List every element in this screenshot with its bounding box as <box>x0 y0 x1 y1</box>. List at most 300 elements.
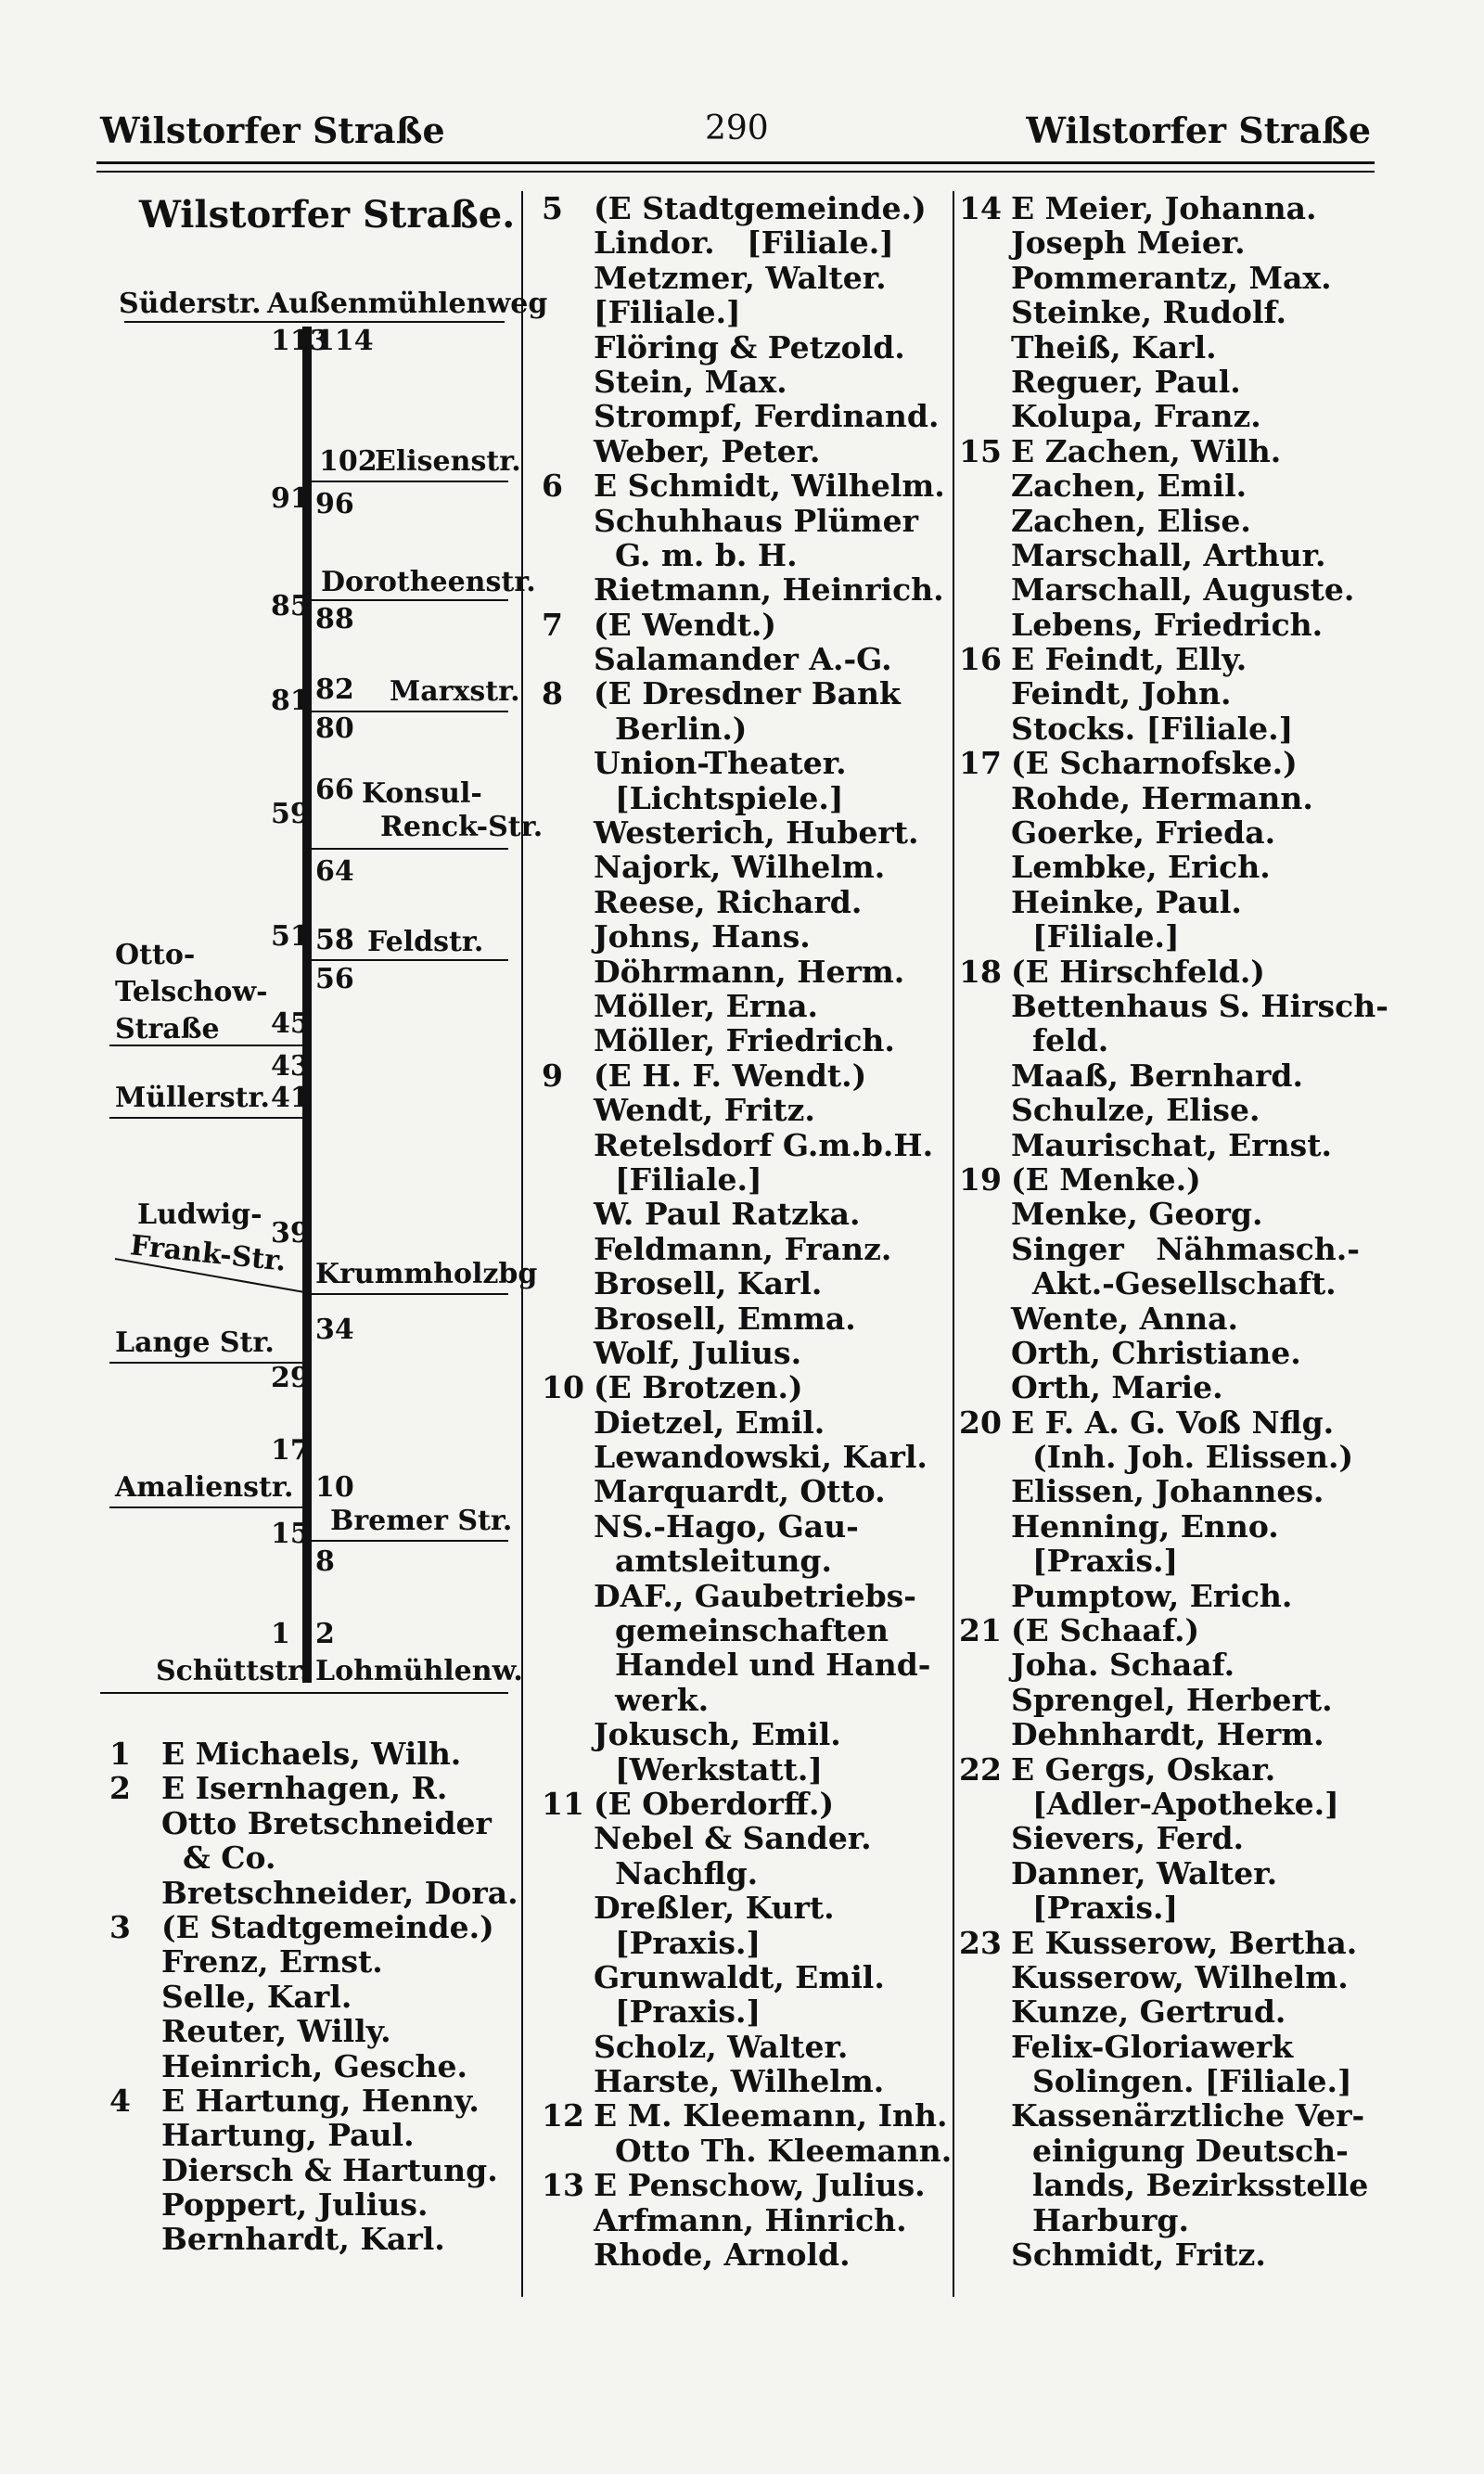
house-number: 23 <box>959 1924 1002 1961</box>
street-line <box>302 327 312 1683</box>
house-number <box>542 642 594 676</box>
directory-entry <box>959 295 1378 329</box>
house-number <box>959 1647 1011 1682</box>
directory-entry <box>542 1440 944 1474</box>
occupant-name: Kolupa, Franz. <box>1011 398 1261 435</box>
house-number: 4 <box>109 2082 131 2119</box>
occupant-name: E M. Kleemann, Inh. <box>594 2097 948 2134</box>
cross-street: Lohmühlenw. <box>315 1655 523 1687</box>
house-number <box>542 1613 594 1647</box>
house-number <box>109 1980 161 2014</box>
occupant-name: Harste, Wilhelm. <box>594 2063 885 2100</box>
house-number <box>109 2049 161 2083</box>
directory-entry <box>959 1301 1378 1336</box>
directory-entry <box>959 2237 1378 2272</box>
directory-entry <box>959 1994 1378 2029</box>
house-number: 39 <box>271 1217 310 1250</box>
directory-entry <box>542 572 944 607</box>
occupant-name: Strompf, Ferdinand. <box>594 398 940 435</box>
occupant-name: (E Dresdner Bank <box>594 675 901 712</box>
entries-middle-column <box>542 190 953 2274</box>
occupant-name: Goerke, Frieda. <box>1011 814 1276 852</box>
house-number <box>542 1266 594 1301</box>
house-number <box>109 2118 161 2152</box>
occupant-name: E Schmidt, Wilhelm. <box>594 468 945 505</box>
column-divider <box>953 191 954 2297</box>
occupant-name: Reguer, Paul. <box>1011 363 1241 400</box>
directory-entry <box>959 225 1378 260</box>
house-number <box>959 1856 1011 1891</box>
directory-entry <box>542 2030 944 2064</box>
directory-entry <box>542 1683 944 1717</box>
house-number <box>542 815 594 850</box>
occupant-name: Brosell, Karl. <box>594 1265 823 1302</box>
directory-entry <box>542 2097 948 2134</box>
directory-entry <box>542 885 944 919</box>
cross-street-line <box>312 848 508 850</box>
occupant-name: Pommerantz, Max. <box>1011 259 1332 296</box>
directory-entry <box>542 850 944 884</box>
house-number <box>542 1128 594 1162</box>
house-number <box>109 2014 161 2048</box>
house-number <box>542 711 594 746</box>
house-number: 21 <box>959 1612 1002 1649</box>
house-number: 16 <box>959 641 1002 678</box>
cross-street: Feldstr. <box>367 926 484 958</box>
occupant-name: (Inh. Joh. Elissen.) <box>1011 1439 1354 1476</box>
directory-entry <box>542 1960 944 1994</box>
occupant-name: Stein, Max. <box>594 363 787 400</box>
directory-entry <box>959 1405 1378 1440</box>
sketch-title: Wilstorfer Straße. <box>139 193 516 237</box>
house-number: 17 <box>959 745 1002 782</box>
house-number: 17 <box>271 1434 310 1467</box>
occupant-name: Wendt, Fritz. <box>594 1092 815 1129</box>
occupant-name: Jokusch, Emil. <box>594 1716 841 1753</box>
directory-entry <box>542 1752 944 1787</box>
occupant-name: Hartung, Paul. <box>161 2117 415 2154</box>
house-number <box>959 504 1011 538</box>
directory-entry <box>542 2132 953 2169</box>
occupant-name: NS.-Hago, Gau- <box>594 1507 859 1545</box>
directory-entry <box>542 504 944 538</box>
directory-entry <box>959 1474 1378 1508</box>
directory-entry <box>542 1405 944 1440</box>
directory-entry <box>959 1647 1378 1682</box>
directory-entry <box>959 504 1378 538</box>
occupant-name: E Penschow, Julius. <box>594 2167 926 2204</box>
house-number <box>959 1891 1011 1925</box>
house-number <box>542 1162 594 1197</box>
house-number <box>959 1023 1011 1058</box>
directory-entry <box>542 1128 944 1162</box>
directory-entry <box>959 1683 1378 1717</box>
occupant-name: (E Brotzen.) <box>594 1369 803 1406</box>
occupant-name: Diersch & Hartung. <box>161 2151 498 2188</box>
house-number <box>959 2030 1011 2064</box>
house-number <box>542 1717 594 1751</box>
house-number <box>542 1544 594 1578</box>
house-number <box>959 1787 1011 1821</box>
cross-street: Müllerstr. <box>115 1082 270 1114</box>
house-number <box>959 989 1011 1023</box>
occupant-name: Menke, Georg. <box>1011 1196 1263 1233</box>
occupant-name: E F. A. G. Voß Nflg. <box>1011 1404 1335 1441</box>
directory-entry <box>959 538 1378 572</box>
occupant-name: Marschall, Auguste. <box>1011 571 1355 609</box>
house-number <box>959 711 1011 746</box>
cross-street: Bremer Str. <box>330 1505 513 1537</box>
occupant-name: E Michaels, Wilh. <box>161 1736 462 1772</box>
occupant-name: Sprengel, Herbert. <box>1011 1681 1333 1718</box>
street-sketch <box>96 191 548 1712</box>
occupant-name: (E Schaaf.) <box>1011 1612 1200 1649</box>
house-number: 9 <box>542 1057 563 1094</box>
house-number <box>959 1301 1011 1336</box>
house-number <box>959 1717 1011 1751</box>
occupant-name: (E Menke.) <box>1011 1160 1201 1198</box>
directory-entry <box>959 1891 1378 1925</box>
occupant-name: Bettenhaus S. Hirsch- <box>1011 987 1388 1024</box>
house-number: 66 <box>315 774 354 806</box>
directory-entry <box>959 1787 1378 1821</box>
occupant-name: Nachflg. <box>594 1854 759 1891</box>
occupant-name: Frenz, Ernst. <box>161 1943 383 1980</box>
directory-entry <box>109 1944 508 1979</box>
directory-entry <box>959 2098 1378 2133</box>
house-number <box>959 261 1011 295</box>
house-number <box>959 1370 1011 1404</box>
directory-entry <box>542 365 944 399</box>
house-number <box>542 989 594 1023</box>
directory-entry <box>542 676 944 711</box>
house-number <box>959 1579 1011 1613</box>
occupant-name: Kunze, Gertrud. <box>1011 1993 1286 2031</box>
house-number <box>542 572 594 607</box>
house-number <box>542 1960 594 1994</box>
directory-entry <box>959 1717 1378 1751</box>
house-number: 7 <box>542 606 563 643</box>
house-number: 15 <box>959 432 1002 469</box>
occupant-name: G. m. b. H. <box>594 536 798 573</box>
occupant-name: Poppert, Julius. <box>161 2186 429 2224</box>
house-number: 29 <box>271 1362 310 1394</box>
house-number <box>959 1093 1011 1127</box>
directory-entry <box>959 815 1378 850</box>
occupant-name: Bretschneider, Dora. <box>161 1874 518 1911</box>
directory-entry <box>542 1301 944 1336</box>
house-number <box>542 261 594 295</box>
house-number <box>109 1806 161 1840</box>
occupant-name: Kusserow, Wilhelm. <box>1011 1958 1349 1995</box>
directory-entry <box>959 1336 1378 1370</box>
house-number <box>542 1752 594 1787</box>
directory-entry <box>959 1960 1378 1994</box>
occupant-name: Zachen, Emil. <box>1011 468 1247 505</box>
cross-street: Frank-Str. <box>128 1229 288 1278</box>
directory-entry <box>542 225 944 260</box>
occupant-name: Feindt, John. <box>1011 675 1232 712</box>
occupant-name: amtsleitung. <box>594 1543 832 1580</box>
directory-entry <box>109 2153 508 2187</box>
house-number <box>542 1579 594 1613</box>
occupant-name: Selle, Karl. <box>161 1978 352 2015</box>
occupant-name: Bernhardt, Karl. <box>161 2221 445 2258</box>
house-number: 96 <box>315 488 354 520</box>
occupant-name: Orth, Christiane. <box>1011 1334 1301 1371</box>
directory-entry <box>542 538 944 572</box>
directory-entry <box>109 2014 508 2048</box>
house-number: 6 <box>542 468 563 505</box>
directory-entry <box>542 1994 944 2029</box>
house-number <box>959 1058 1011 1093</box>
house-number <box>959 2064 1011 2098</box>
occupant-name: Lebens, Friedrich. <box>1011 606 1324 643</box>
directory-entry <box>959 1926 1378 1960</box>
occupant-name: Danner, Walter. <box>1011 1854 1278 1891</box>
directory-entry <box>542 711 944 746</box>
house-number: 22 <box>959 1750 1002 1788</box>
occupant-name: einigung Deutsch- <box>1011 2132 1349 2169</box>
house-number <box>109 1840 161 1875</box>
house-number <box>542 1647 594 1682</box>
cross-street: Elisenstr. <box>375 445 521 478</box>
occupant-name: Flöring & Petzold. <box>594 328 905 365</box>
cross-street: Straße <box>115 1013 220 1045</box>
directory-entry <box>542 1232 944 1266</box>
house-number: 91 <box>271 482 310 515</box>
house-number <box>959 1232 1011 1266</box>
occupant-name: Heinke, Paul. <box>1011 883 1242 920</box>
house-number <box>959 1336 1011 1370</box>
cross-street: Otto- <box>115 939 196 971</box>
cross-street-line <box>312 959 508 961</box>
house-number <box>542 1856 594 1891</box>
house-number: 114 <box>315 325 374 357</box>
occupant-name: E Kusserow, Bertha. <box>1011 1924 1358 1961</box>
directory-entry <box>959 746 1378 780</box>
house-number <box>959 815 1011 850</box>
directory-entry <box>542 1509 944 1544</box>
house-number <box>542 225 594 260</box>
occupant-name: Dehnhardt, Herm. <box>1011 1716 1324 1753</box>
directory-entry <box>959 1613 1378 1647</box>
house-number <box>542 330 594 365</box>
occupant-name: Schulze, Elise. <box>1011 1092 1260 1129</box>
occupant-name: E Isernhagen, R. <box>161 1770 448 1807</box>
directory-entry <box>542 1370 944 1404</box>
directory-entry <box>959 1266 1378 1301</box>
directory-entry <box>542 1093 944 1127</box>
directory-entry <box>542 1647 944 1682</box>
house-number <box>542 295 594 329</box>
house-number: 14 <box>959 190 1002 226</box>
occupant-name: Möller, Erna. <box>594 987 818 1024</box>
house-number: 2 <box>315 1618 335 1650</box>
occupant-name: (E Scharnofske.) <box>1011 745 1298 782</box>
house-number: 2 <box>109 1770 131 1807</box>
directory-entry <box>959 1128 1378 1162</box>
occupant-name: Berlin.) <box>594 710 748 747</box>
occupant-name: Salamander A.-G. <box>594 641 892 678</box>
house-number <box>959 919 1011 954</box>
house-number: 13 <box>542 2167 584 2204</box>
house-number: 81 <box>271 685 310 717</box>
occupant-name: Retelsdorf G.m.b.H. <box>594 1126 934 1163</box>
directory-entry <box>959 987 1388 1024</box>
directory-entry <box>542 1613 944 1647</box>
occupant-name: [Filiale.] <box>1011 918 1180 955</box>
directory-entry <box>959 2203 1378 2237</box>
occupant-name: [Praxis.] <box>594 1924 761 1961</box>
page-number: 290 <box>705 109 769 147</box>
directory-entry <box>959 1856 1378 1891</box>
occupant-name: Johns, Hans. <box>594 918 811 955</box>
directory-entry <box>109 2049 508 2083</box>
occupant-name: Steinke, Rudolf. <box>1011 294 1286 331</box>
directory-entry <box>959 1232 1378 1266</box>
occupant-name: & Co. <box>161 1839 276 1877</box>
entries-left-column <box>109 1736 518 2258</box>
occupant-name: Metzmer, Walter. <box>594 259 887 296</box>
occupant-name: Feldmann, Franz. <box>594 1230 892 1267</box>
house-number <box>542 1405 594 1440</box>
cross-street-line <box>312 1293 508 1295</box>
occupant-name: Weber, Peter. <box>594 432 821 469</box>
cross-street-line <box>312 599 508 601</box>
house-number <box>959 1821 1011 1855</box>
occupant-name: Felix-Gloriawerk <box>1011 2028 1294 2065</box>
house-number <box>959 1994 1011 2029</box>
directory-entry <box>109 1771 508 1805</box>
occupant-name: Rohde, Hermann. <box>1011 779 1313 816</box>
directory-entry <box>109 2222 508 2256</box>
occupant-name: E Zachen, Wilh. <box>1011 432 1282 469</box>
occupant-name: [Praxis.] <box>1011 1890 1179 1927</box>
occupant-name: Wolf, Julius. <box>594 1334 802 1371</box>
directory-entry <box>542 191 944 225</box>
occupant-name: E Hartung, Henny. <box>161 2082 480 2119</box>
entries-right-column <box>959 190 1388 2274</box>
house-number: 10 <box>315 1471 354 1504</box>
cross-street-line <box>109 1506 302 1508</box>
directory-entry <box>959 955 1378 989</box>
directory-entry <box>959 642 1378 676</box>
house-number <box>959 2098 1011 2133</box>
occupant-name: Handel und Hand- <box>594 1647 931 1684</box>
directory-entry <box>959 434 1378 468</box>
house-number <box>109 2153 161 2187</box>
directory-entry <box>959 191 1378 225</box>
directory-entry <box>542 399 944 433</box>
directory-entry <box>542 955 944 989</box>
directory-entry <box>109 1910 508 1944</box>
house-number <box>542 955 594 989</box>
directory-entry <box>959 885 1378 919</box>
house-number <box>959 608 1011 642</box>
directory-entry <box>542 261 944 295</box>
directory-entry <box>542 1787 944 1821</box>
house-number <box>959 538 1011 572</box>
cross-street: Telschow- <box>115 976 268 1008</box>
occupant-name: Henning, Enno. <box>1011 1507 1279 1545</box>
directory-entry <box>542 1926 944 1960</box>
directory-entry <box>109 2083 508 2118</box>
house-number <box>542 1683 594 1717</box>
house-number: 3 <box>109 1908 131 1945</box>
running-header-left: Wilstorfer Straße <box>100 109 445 151</box>
house-number <box>959 1683 1011 1717</box>
occupant-name: DAF., Gaubetriebs- <box>594 1577 916 1614</box>
occupant-name: Theiß, Karl. <box>1011 328 1217 365</box>
occupant-name: Harburg. <box>1011 2201 1189 2238</box>
occupant-name: E Gergs, Oskar. <box>1011 1750 1276 1788</box>
cross-street: Schüttstr. <box>156 1655 310 1687</box>
house-number: 59 <box>271 798 310 830</box>
occupant-name: (E Stadtgemeinde.) <box>161 1908 494 1945</box>
occupant-name: Möller, Friedrich. <box>594 1022 895 1059</box>
house-number <box>959 1960 1011 1994</box>
directory-entry <box>959 1821 1378 1855</box>
house-number <box>542 1994 594 2029</box>
directory-entry <box>959 1440 1378 1474</box>
directory-entry <box>542 608 944 642</box>
house-number <box>959 1509 1011 1544</box>
house-number: 18 <box>959 953 1002 990</box>
occupant-name: Elissen, Johannes. <box>1011 1473 1324 1510</box>
column-divider <box>521 191 523 2297</box>
directory-entry <box>542 1336 944 1370</box>
house-number: 45 <box>271 1007 310 1040</box>
occupant-name: Scholz, Walter. <box>594 2028 849 2065</box>
house-number: 8 <box>315 1545 335 1578</box>
directory-entry <box>959 2134 1378 2168</box>
occupant-name: Zachen, Elise. <box>1011 502 1251 539</box>
occupant-name: Dreßler, Kurt. <box>594 1890 835 1927</box>
occupant-name: Reuter, Willy. <box>161 2013 391 2050</box>
directory-entry <box>542 1821 944 1855</box>
occupant-name: Maaß, Bernhard. <box>1011 1057 1303 1094</box>
house-number <box>959 676 1011 711</box>
house-number <box>109 2187 161 2222</box>
house-number: 8 <box>542 675 563 712</box>
directory-entry <box>959 2168 1378 2202</box>
occupant-name: Lewandowski, Karl. <box>594 1439 928 1476</box>
occupant-name: Union-Theater. <box>594 745 847 782</box>
directory-entry <box>959 1579 1378 1613</box>
house-number: 43 <box>271 1050 310 1083</box>
house-number: 85 <box>271 590 310 622</box>
house-number: 19 <box>959 1160 1002 1198</box>
directory-entry <box>542 330 944 365</box>
house-number <box>959 399 1011 433</box>
house-number <box>959 1128 1011 1162</box>
occupant-name: [Praxis.] <box>1011 1543 1179 1580</box>
occupant-name: (E Wendt.) <box>594 606 777 643</box>
occupant-name: Lindor. [Filiale.] <box>594 224 894 262</box>
house-number <box>542 1891 594 1925</box>
house-number: 56 <box>315 963 354 995</box>
directory-entry <box>542 1544 944 1578</box>
house-number: 64 <box>315 855 354 888</box>
directory-entry <box>542 295 944 329</box>
directory-entry <box>109 1806 508 1840</box>
house-number <box>542 434 594 468</box>
cross-street: Renck-Str. <box>380 811 544 843</box>
occupant-name: Joha. Schaaf. <box>1011 1647 1235 1684</box>
directory-entry <box>959 572 1378 607</box>
occupant-name: [Adler-Apotheke.] <box>1011 1785 1339 1822</box>
